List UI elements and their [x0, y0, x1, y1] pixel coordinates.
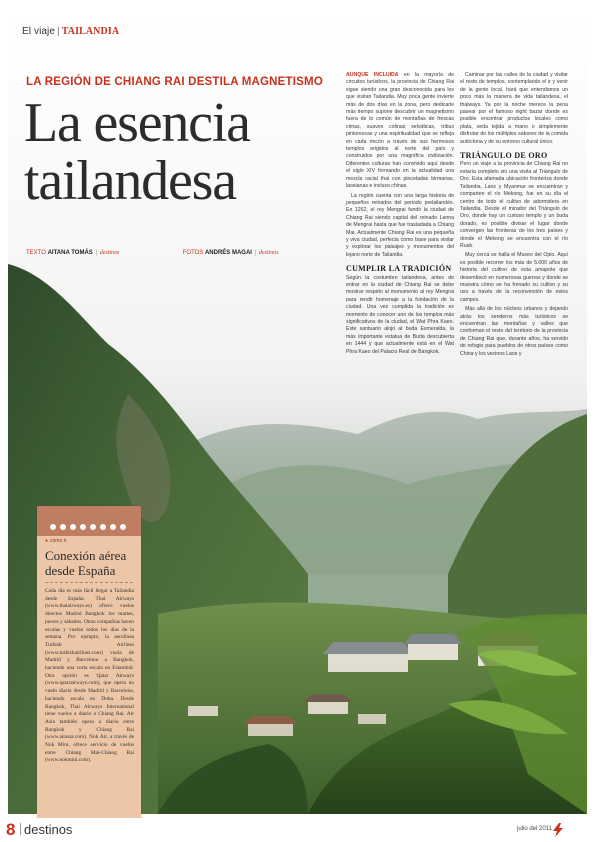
kicker: LA REGIÓN DE CHIANG RAI DESTILA MAGNETISMO — [26, 76, 323, 88]
article-column-1 — [346, 72, 454, 358]
article-paragraph: Caminar por las calles de la ciudad y visitar el resto de templos, contemplando el ir y venir de la gente local, hará que entendamos un poco más la manera de vida tailandesa, el thaiways. Ya por la noche merece la pena pasear por el famoso night bazar donde es posible encontrar productos locales como plata, seda tejida a mano o simplemente disfrutar de los múltiples sabores de la comida autóctona y de su entorno cultural único. — [460, 72, 568, 145]
article-paragraph: Pero un viaje a la provincia de Chiang Rai no estaría completo sin una visita al Triángulo de Oro. Esta afamada ubicación fronteriza donde Tailandia, Laos y Myanmar se encuentran y comparten el río Mekong, fue en su día el centro de todo el cultivo de adormidera en Tailandia. Desde el mirador del Triángulo de Oro, donde hay un curioso templo y un buda dorado, es posible divisar el lugar donde convergen las fronteras de los tres países y donde el Mekong se encuentra con el río Ruak. — [460, 161, 568, 249]
issue-date: julio del 2011 — [517, 826, 552, 832]
headline-line-2: tailandesa — [24, 150, 236, 212]
lead-in: AUNQUE INCLUIDA — [346, 72, 399, 78]
subheading: TRIÁNGULO DE ORO — [460, 151, 548, 161]
photo-credit-publication: destinos — [258, 250, 279, 256]
credit-separator: | — [95, 250, 98, 256]
sidebar-text: Cada día es más fácil llegar a Tailandia desde España. Thai Airways (www.thaiairways.es) ofrece vuelos directos Madrid Bangkok los martes, jueves y sábados. Otras compañías hacen escalas y vuelan todos los días de la semana. Por ejemplo, la aerolínea Turkish Airlines (www.turkishairlines.com) vuela de Madrid y Barcelona a Bangkok, haciendo una corta escala en Estambul. Otra opción es Qatar Airways (www.qatarairways.com), que opera un vuelo diario desde Madrid y Barcelona, haciendo escala en Doha. Desde Bangkok, Thai Airways International tiene vuelos a diario a Chiang Rai. Air Asia también opera a diario entre Bangkok y Chiang Rai (www.airasia.com). Nok Air, a través de Nok Mini, ofrece servicio de vuelos entre Chiang Mai-Chiang Rai (www.nokmini.com). — [45, 588, 134, 764]
page-footer — [0, 818, 595, 842]
article-paragraph — [346, 72, 454, 191]
photo-credit-label: FOTOS — [182, 250, 204, 256]
photo-credit-author: ANDRÉS MAGAI — [204, 250, 252, 256]
text-credit-publication: destinos — [99, 250, 120, 256]
section-separator: | — [57, 26, 60, 37]
text-credit-label: TEXTO — [26, 250, 46, 256]
section-label: El viaje — [22, 26, 56, 37]
article-column-2 — [460, 72, 568, 360]
sidebar-label: ● cómo ir — [45, 538, 66, 544]
sidebar-box — [37, 506, 141, 822]
subheading: CUMPLIR LA TRADICIÓN — [346, 264, 452, 274]
article-paragraph: La región cuenta con una larga historia de pequeños reinados del periodo prelailandés. En 1262, el rey Mengrai fundó la ciudad de Chiang Rai siendo capital del reinado Lanna de Mengrai hasta que fue trasladada a Chiang Mai. Actualmente Chiang Rai es una pequeña y viva ciudad, perfecta como base para visitar y explorar los paisajes y monumentos del lejano norte de Tailandia. — [346, 192, 454, 258]
article-paragraph: Muy cerca se halla el Museo del Opio. Aquí es posible recorrer los más de 5.000 años de historia del cultivo de esta amapola que desembocó en numerosas guerras y donde se muestra cómo se ha frenado su cultivo y su uso a través de la reconversión de estos campos. — [460, 252, 568, 303]
dots-decoration — [50, 517, 130, 535]
headline — [24, 94, 344, 210]
credit-separator: | — [254, 250, 257, 256]
sidebar-bar — [37, 506, 141, 536]
article-paragraph: Según la costumbre tailandesa, antes de entrar en la ciudad de Chiang Rai se debe mostrar respeto al monumento al rey Mengrai para rendir homenaje a la fundación de la ciudad. Una vez cumplida la tradición es momento de conocer uno de los templos más significativos de la ciudad, el Wat Phra Kaeo. Este santuario alojó al buda Esmeralda, la más importante estatua de Buda descubierta en 1444 y que actualmente está en el Wat Phra Kaeo del Palacio Real de Bangkok. — [346, 274, 454, 355]
sidebar-divider — [45, 582, 133, 583]
paragraph-text: en la mayoría de circuitos turísticos, la provincia de Chiang Rai sigue siendo una gran desconocida para los que visitan Tailandia. Muy poca gente invierte más de dos días en la zona, pero dedicarle más tiempo supone descubrir un magnetismo fuera de lo común de montañas de frescas cimas, suaves colinas selváticas, tribus pintorescas y una espiritualidad que se refleja en cada rincón a través de sus hermosos templos erigidos al norte del país y construidos por una magnífica civilización. Diferentes culturas han convivido aquí desde el siglo XIV formando en la actualidad una mezcla racial thai con pinceladas birmanas, laosianas e incluso chinas. — [346, 72, 454, 190]
lightning-logo-icon — [550, 822, 566, 838]
sidebar-title: Conexión aérea desde España — [45, 548, 127, 578]
page-number: 8 — [6, 820, 16, 839]
credits — [26, 250, 279, 256]
section-header — [22, 26, 119, 37]
headline-line-1: La esencia — [24, 92, 250, 154]
article-paragraph: Más allá de los núcleos urbanos y dejando atrás los senderos más turísticos se encuentran las montañas y valles que conforman el resto del territorio de la provincia de Chiang Rai que, durante años, ha servido de refugio para pueblos de otros países como China y los vecinos Laos y — [460, 306, 568, 357]
section-country: TAILANDIA — [61, 26, 120, 37]
magazine-name: destinos — [20, 822, 72, 837]
text-credit-author: AITANA TOMÁS — [47, 250, 93, 256]
